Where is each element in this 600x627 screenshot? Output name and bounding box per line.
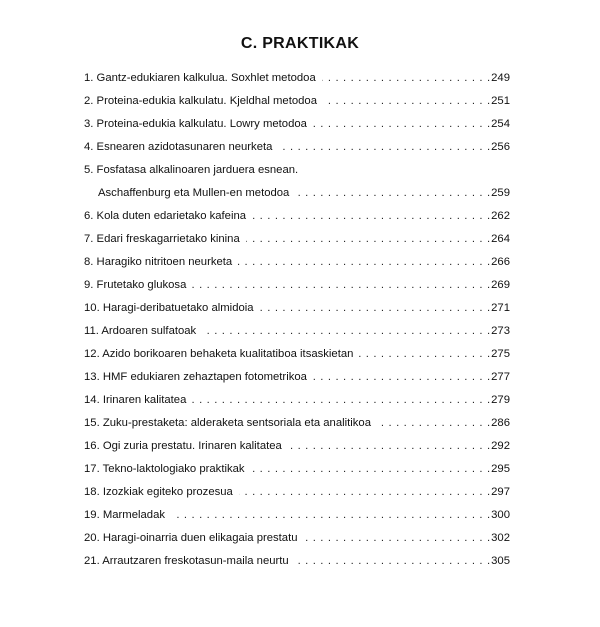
page-number: 273 [491,325,510,337]
toc-entry[interactable] [84,461,510,484]
section-title: C. PRAKTIKAK [240,35,360,52]
entry-title: 8. Haragiko nitritoen neurketa [84,256,233,268]
toc-entry[interactable] [84,162,510,185]
dot-leader [322,70,490,86]
toc-entry[interactable] [84,93,510,116]
dot-leader [278,139,490,155]
dot-leader [323,93,490,109]
entry-title: 3. Proteina-edukia kalkulatu. Lowry metodoa [84,118,307,130]
entry-title: 9. Frutetako glukosa [84,279,187,291]
dot-leader [171,507,490,523]
toc-entry[interactable] [84,553,510,576]
dot-leader [252,208,490,224]
entry-title-continuation: Aschaffenburg eta Mullen-en metodoa [98,187,290,199]
entry-title: 5. Fosfatasa alkalinoaren jarduera esnean. [84,164,299,176]
dot-leader [295,553,490,569]
page-number: 292 [491,440,510,452]
entry-title: 19. Marmeladak [84,509,165,521]
page-number: 269 [491,279,510,291]
page-number: 305 [491,555,510,567]
dot-leader [192,277,490,293]
toc-entry[interactable] [84,530,510,553]
dot-leader [192,392,490,408]
page-number: 259 [491,187,510,199]
page-number: 279 [491,394,510,406]
page-number: 300 [491,509,510,521]
toc-entry[interactable] [84,231,510,254]
dot-leader [377,415,490,431]
page-number: 264 [491,233,510,245]
dot-leader [359,346,490,362]
dot-leader [295,185,490,201]
page-number: 277 [491,371,510,383]
page-number: 251 [491,95,510,107]
toc-entry[interactable] [84,254,510,277]
dot-leader [313,369,490,385]
page-number: 262 [491,210,510,222]
page-number: 275 [491,348,510,360]
dot-leader [251,461,491,477]
entry-title: 20. Haragi-oinarria duen elikagaia prestatu [84,532,298,544]
page-number: 271 [491,302,510,314]
entry-title: 10. Haragi-deribatuetako almidoia [84,302,254,314]
entry-title: 4. Esnearen azidotasunaren neurketa [84,141,273,153]
toc-entry[interactable] [84,208,510,231]
toc-entry[interactable] [84,415,510,438]
toc-entry[interactable] [84,438,510,461]
dot-leader [238,254,490,270]
entry-title: 2. Proteina-edukia kalkulatu. Kjeldhal metodoa [84,95,317,107]
entry-title: 1. Gantz-edukiaren kalkulua. Soxhlet metodoa [84,72,316,84]
entry-title: 18. Izozkiak egiteko prozesua [84,486,233,498]
toc-entry[interactable] [84,507,510,530]
page-number: 297 [491,486,510,498]
entry-title: 17. Tekno-laktologiako praktikak [84,463,245,475]
toc-entry[interactable] [84,139,510,162]
page-number: 286 [491,417,510,429]
toc-entry[interactable] [84,392,510,415]
entry-title: 12. Azido borikoaren behaketa kualitatiboa itsaskietan [84,348,354,360]
page-number: 295 [491,463,510,475]
entry-title: 7. Edari freskagarrietako kinina [84,233,240,245]
dot-leader [246,231,490,247]
toc-entry[interactable] [84,346,510,369]
entry-title: 21. Arrautzaren freskotasun-maila neurtu [84,555,289,567]
toc-entry[interactable] [84,484,510,507]
page-number: 302 [491,532,510,544]
dot-leader [313,116,490,132]
entry-title: 13. HMF edukiaren zehaztapen fotometrikoa [84,371,307,383]
entry-title: 11. Ardoaren sulfatoak [84,325,197,337]
page-number: 254 [491,118,510,130]
entry-title: 15. Zuku-prestaketa: alderaketa sentsoriala eta analitikoa [84,417,371,429]
dot-leader [304,530,491,546]
toc-entry[interactable] [84,369,510,392]
toc-entry[interactable] [84,70,510,93]
toc-entry[interactable] [84,300,510,323]
entry-title: 6. Kola duten edarietako kafeina [84,210,247,222]
toc-entry[interactable] [84,323,510,346]
dot-leader [239,484,490,500]
entry-title: 14. Irinaren kalitatea [84,394,187,406]
page-number: 256 [491,141,510,153]
entry-title: 16. Ogi zuria prestatu. Irinaren kalitatea [84,440,282,452]
toc-entry[interactable] [84,116,510,139]
page-number: 249 [491,72,510,84]
dot-leader [260,300,491,316]
dot-leader [288,438,490,454]
toc-entry-continuation[interactable] [84,185,510,208]
page-number: 266 [491,256,510,268]
dot-leader [202,323,490,339]
toc-entry[interactable] [84,277,510,300]
table-of-contents [84,70,510,576]
